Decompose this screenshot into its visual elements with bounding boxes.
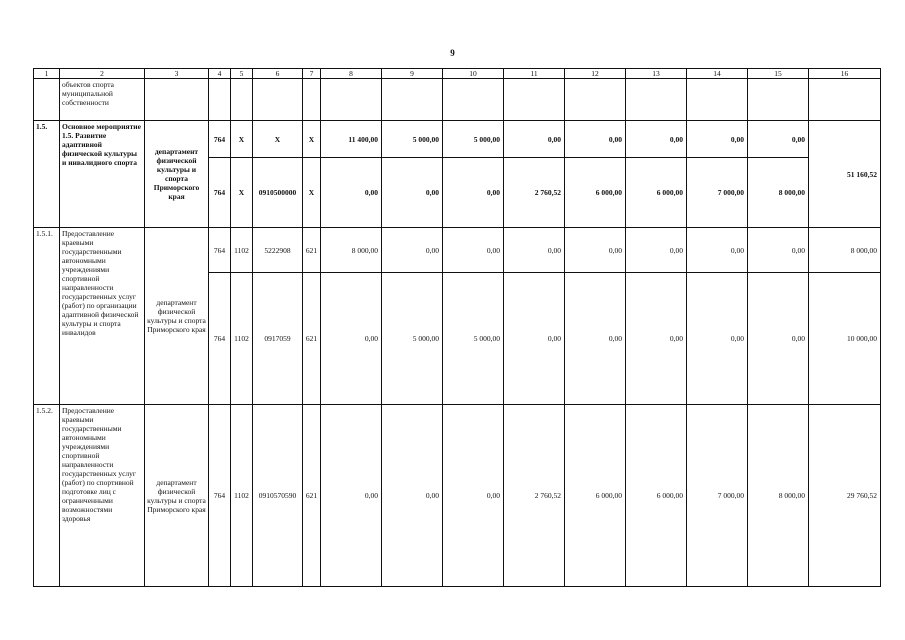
cell-c16: 10 000,00 — [809, 273, 881, 405]
cell-c11: 0,00 — [504, 273, 565, 405]
cell-c4: 764 — [209, 228, 231, 273]
cell-c12: 0,00 — [565, 121, 626, 158]
cell-c12: 6 000,00 — [565, 158, 626, 228]
budget-table — [33, 68, 881, 587]
cell-c15: 0,00 — [748, 121, 809, 158]
header-cell: 6 — [253, 69, 303, 79]
cell-c13: 0,00 — [626, 121, 687, 158]
row-name: Предоставление краевыми государственными автономными учреждениями спортивной направленности государственных услуг (работ) по организации адаптивной физической культуры и спорта инвалидов — [60, 228, 145, 405]
cell-c8: 0,00 — [321, 273, 382, 405]
cell-c15: 0,00 — [748, 273, 809, 405]
cell-c7: 621 — [303, 228, 321, 273]
row-dept: департамент физической культуры и спорта Приморского края — [145, 121, 209, 228]
header-cell: 13 — [626, 69, 687, 79]
cont-name: объектов спорта муниципальной собственности — [60, 79, 145, 121]
cell-c5: X — [231, 121, 253, 158]
cell-c7: 621 — [303, 273, 321, 405]
cell-c6: 5222908 — [253, 228, 303, 273]
cell-c10: 0,00 — [443, 405, 504, 587]
table-row-continuation — [34, 79, 881, 121]
row-number: 1.5.1. — [34, 228, 60, 405]
cell-c5: X — [231, 158, 253, 228]
header-cell: 7 — [303, 69, 321, 79]
cell-c10: 0,00 — [443, 228, 504, 273]
header-row — [34, 69, 881, 79]
table-row-1-5-2 — [34, 405, 881, 587]
header-cell: 4 — [209, 69, 231, 79]
row-dept: департамент физической культуры и спорта Приморского края — [145, 405, 209, 587]
cell-c11: 0,00 — [504, 228, 565, 273]
cell-c13: 6 000,00 — [626, 405, 687, 587]
cell-c13: 0,00 — [626, 273, 687, 405]
cell-c14: 7 000,00 — [687, 158, 748, 228]
cell-c10: 5 000,00 — [443, 121, 504, 158]
header-cell: 12 — [565, 69, 626, 79]
cell-c4: 764 — [209, 405, 231, 587]
cell-c4: 764 — [209, 121, 231, 158]
cell-c7: X — [303, 158, 321, 228]
cell-c10: 5 000,00 — [443, 273, 504, 405]
cell-c9: 5 000,00 — [382, 273, 443, 405]
cell-c9: 0,00 — [382, 228, 443, 273]
cell-c16: 29 760,52 — [809, 405, 881, 587]
cell-c16: 8 000,00 — [809, 228, 881, 273]
header-cell: 14 — [687, 69, 748, 79]
row-name: Основное мероприятие 1.5. Развитие адаптивной физической культуры и инвалидного спорта — [60, 121, 145, 228]
header-cell: 8 — [321, 69, 382, 79]
header-cell: 11 — [504, 69, 565, 79]
cell-c4: 764 — [209, 273, 231, 405]
cell-c12: 0,00 — [565, 273, 626, 405]
cell-c11: 2 760,52 — [504, 158, 565, 228]
header-cell: 9 — [382, 69, 443, 79]
cell-c8: 0,00 — [321, 158, 382, 228]
cell-c14: 0,00 — [687, 273, 748, 405]
cell-c12: 6 000,00 — [565, 405, 626, 587]
cell-c5: 1102 — [231, 405, 253, 587]
cell-c11: 0,00 — [504, 121, 565, 158]
cell-c11: 2 760,52 — [504, 405, 565, 587]
cell-c15: 8 000,00 — [748, 405, 809, 587]
cell-c8: 11 400,00 — [321, 121, 382, 158]
cell-c8: 8 000,00 — [321, 228, 382, 273]
table-row-1-5-1-a — [34, 228, 881, 273]
cell-c13: 0,00 — [626, 228, 687, 273]
cell-c6: 0910570590 — [253, 405, 303, 587]
header-cell: 1 — [34, 69, 60, 79]
row-name: Предоставление краевыми государственными автономными учреждениями спортивной направленности государственных услуг (работ) по спортивной подготовке лиц с ограниченными возможностями здоровья — [60, 405, 145, 587]
cell-c5: 1102 — [231, 228, 253, 273]
cell-c9: 0,00 — [382, 158, 443, 228]
header-cell: 3 — [145, 69, 209, 79]
cell-c6: 0910500000 — [253, 158, 303, 228]
header-cell: 10 — [443, 69, 504, 79]
cell-c13: 6 000,00 — [626, 158, 687, 228]
header-cell: 2 — [60, 69, 145, 79]
cell-c4: 764 — [209, 158, 231, 228]
header-cell: 15 — [748, 69, 809, 79]
cell-c5: 1102 — [231, 273, 253, 405]
cell-c12: 0,00 — [565, 228, 626, 273]
page-number: 9 — [450, 48, 455, 58]
cell-c8: 0,00 — [321, 405, 382, 587]
header-cell: 5 — [231, 69, 253, 79]
cell-c9: 5 000,00 — [382, 121, 443, 158]
row-dept: департамент физической культуры и спорта Приморского края — [145, 228, 209, 405]
cell-c14: 0,00 — [687, 228, 748, 273]
cell-c7: X — [303, 121, 321, 158]
cell-c14: 7 000,00 — [687, 405, 748, 587]
cell-c15: 0,00 — [748, 228, 809, 273]
cell-total: 51 160,52 — [809, 121, 881, 228]
cell-c14: 0,00 — [687, 121, 748, 158]
header-cell: 16 — [809, 69, 881, 79]
cell-c9: 0,00 — [382, 405, 443, 587]
table-row-1-5-a — [34, 121, 881, 158]
row-number: 1.5. — [34, 121, 60, 228]
cell-c7: 621 — [303, 405, 321, 587]
row-number: 1.5.2. — [34, 405, 60, 587]
cell-c6: 0917059 — [253, 273, 303, 405]
cell-c6: X — [253, 121, 303, 158]
cell-c15: 8 000,00 — [748, 158, 809, 228]
cell-c10: 0,00 — [443, 158, 504, 228]
